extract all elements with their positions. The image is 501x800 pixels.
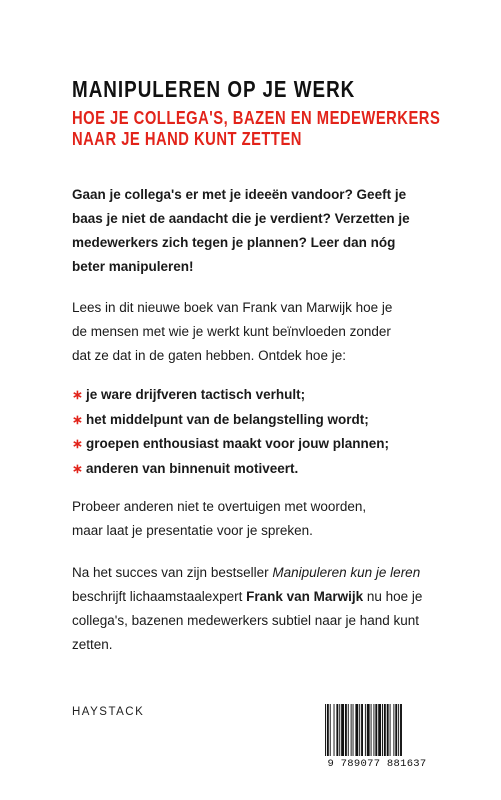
- intro-line: medewerkers zich tegen je plannen? Leer dan nóg: [72, 235, 396, 250]
- barcode-bar: [359, 704, 360, 756]
- lead-line: dat ze dat in de gaten hebben. Ontdek hoe je:: [72, 348, 346, 363]
- list-item: [72, 383, 442, 408]
- barcode-bar: [351, 704, 352, 756]
- barcode-bar: [371, 704, 372, 756]
- barcode-bar: [325, 704, 326, 756]
- list-item: [72, 457, 442, 482]
- lead-line: Lees in dit nieuwe boek van Frank van Marwijk hoe je: [72, 300, 393, 315]
- barcode-bar: [398, 704, 399, 756]
- lead-line: de mensen met wie je werkt kunt beïnvloeden zonder: [72, 324, 391, 339]
- barcode-bar: [339, 704, 340, 756]
- publisher-logo: HAYSTACK: [72, 706, 145, 718]
- barcode-bar: [395, 704, 397, 756]
- list-item-text: het middelpunt van de belangstelling wordt;: [86, 411, 369, 427]
- barcode-bar: [378, 704, 381, 756]
- barcode-bar: [334, 704, 335, 756]
- closing-paragraph: [72, 561, 432, 657]
- book-title: MANIPULEREN OP JE WERK: [72, 76, 356, 102]
- barcode-bar: [345, 704, 347, 756]
- barcode-bar: [384, 704, 386, 756]
- list-item: [72, 408, 442, 433]
- barcode-bar: [390, 704, 391, 756]
- barcode-icon: [317, 702, 437, 758]
- closing-text: nu hoe je collega's, bazenen medewerkers subtiel naar je hand kunt zetten.: [72, 589, 423, 652]
- barcode-bar: [327, 704, 329, 756]
- asterisk-icon: ∗: [72, 460, 83, 476]
- intro-paragraph: [72, 183, 432, 279]
- barcode-bar: [341, 704, 344, 756]
- barcode-bar: [330, 704, 331, 756]
- barcode-bar: [355, 704, 358, 756]
- barcode-bar: [387, 704, 389, 756]
- barcode-bar: [382, 704, 383, 756]
- subtitle-line-1: HOE JE COLLEGA'S, BAZEN EN MEDEWERKERS: [72, 108, 441, 128]
- barcode-bar: [365, 704, 366, 756]
- barcode-bar: [361, 704, 363, 756]
- list-item: [72, 432, 442, 457]
- list-item-text: groepen enthousiast maakt voor jouw plannen;: [86, 436, 390, 451]
- barcode-bar: [375, 704, 377, 756]
- barcode-bar: [367, 704, 370, 756]
- list-item-text: je ware drijfveren tactisch verhult;: [86, 387, 306, 402]
- barcode-bar: [400, 704, 402, 756]
- subtitle-line-2: NAAR JE HAND KUNT ZETTEN: [72, 129, 302, 149]
- persuade-line: maar laat je presentatie voor je spreken.: [72, 523, 313, 538]
- persuade-line: Probeer anderen niet te overtuigen met woorden,: [72, 499, 367, 514]
- author-name: Frank van Marwijk: [246, 589, 364, 604]
- list-item-text: anderen van binnenuit motiveert.: [86, 460, 299, 476]
- bestseller-title: Manipuleren kun je leren: [272, 565, 421, 580]
- intro-line: Gaan je collega's er met je ideeën vandoor? Geeft je: [72, 187, 407, 202]
- intro-line: baas je niet de aandacht die je verdient? Verzetten je: [72, 211, 410, 226]
- benefits-list: [72, 383, 442, 481]
- closing-text: Na het succes van zijn bestseller: [72, 565, 273, 580]
- barcode-bar: [348, 704, 349, 756]
- barcode-bar: [393, 704, 394, 756]
- barcode-bar: [336, 704, 338, 756]
- barcode-bar: [373, 704, 374, 756]
- book-subtitle: [72, 108, 440, 150]
- isbn-barcode: [317, 702, 437, 776]
- closing-text: beschrijft lichaamstaalexpert: [72, 589, 247, 604]
- asterisk-icon: ∗: [72, 387, 83, 402]
- persuade-paragraph: [72, 495, 432, 543]
- intro-line: beter manipuleren!: [72, 259, 194, 274]
- isbn-number: 9 789077 881637: [327, 758, 427, 770]
- lead-paragraph: [72, 296, 432, 368]
- asterisk-icon: ∗: [72, 411, 83, 427]
- barcode-bar: [353, 704, 354, 756]
- asterisk-icon: ∗: [72, 436, 83, 451]
